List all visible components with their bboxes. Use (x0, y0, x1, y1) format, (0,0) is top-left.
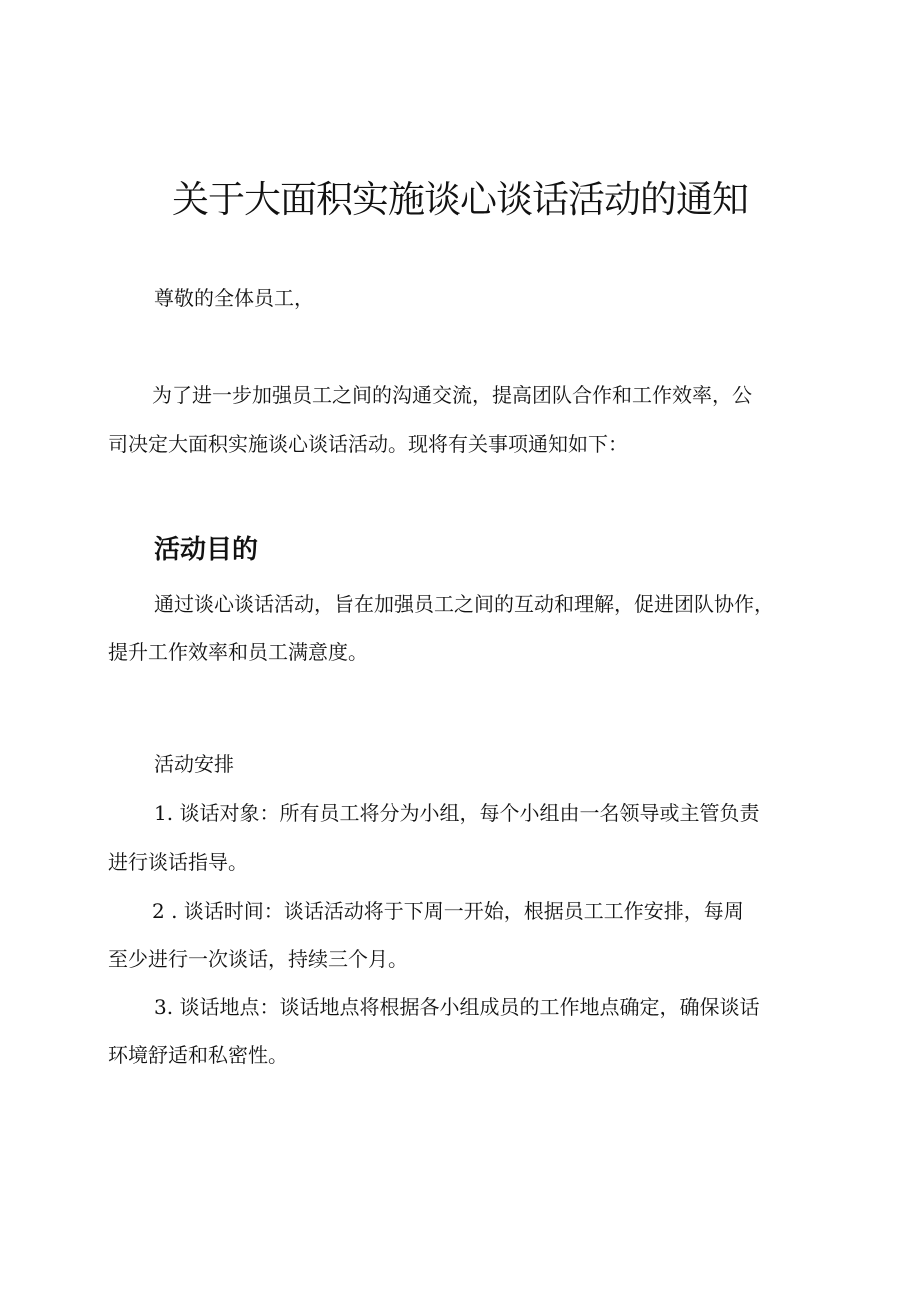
arrangement-item-2-line-1: 2 . 谈话时间：谈话活动将于下周一开始，根据员工工作安排，每周 (152, 899, 744, 923)
arrangement-item-2-line-2: 至少进行一次谈话，持续三个月。 (108, 947, 408, 971)
purpose-heading: 活动目的 (154, 535, 259, 565)
arrangement-item-1-line-2: 进行谈话指导。 (108, 850, 248, 874)
purpose-line-2: 提升工作效率和员工满意度。 (108, 640, 368, 664)
greeting: 尊敬的全体员工， (154, 286, 314, 310)
intro-line-2: 司决定大面积实施谈心谈话活动。现将有关事项通知如下： (108, 432, 628, 456)
intro-line-1: 为了进一步加强员工之间的沟通交流，提高团队合作和工作效率，公 (152, 383, 752, 407)
arrangement-heading: 活动安排 (154, 752, 234, 776)
document-title: 关于大面积实施谈心谈话活动的通知 (172, 178, 748, 221)
arrangement-item-1-line-1: 1. 谈话对象：所有员工将分为小组，每个小组由一名领导或主管负责 (154, 801, 760, 825)
purpose-line-1: 通过谈心谈话活动，旨在加强员工之间的互动和理解，促进团队协作， (154, 592, 774, 616)
arrangement-item-3-line-1: 3. 谈话地点：谈话地点将根据各小组成员的工作地点确定，确保谈话 (154, 995, 760, 1019)
arrangement-item-3-line-2: 环境舒适和私密性。 (108, 1043, 288, 1067)
